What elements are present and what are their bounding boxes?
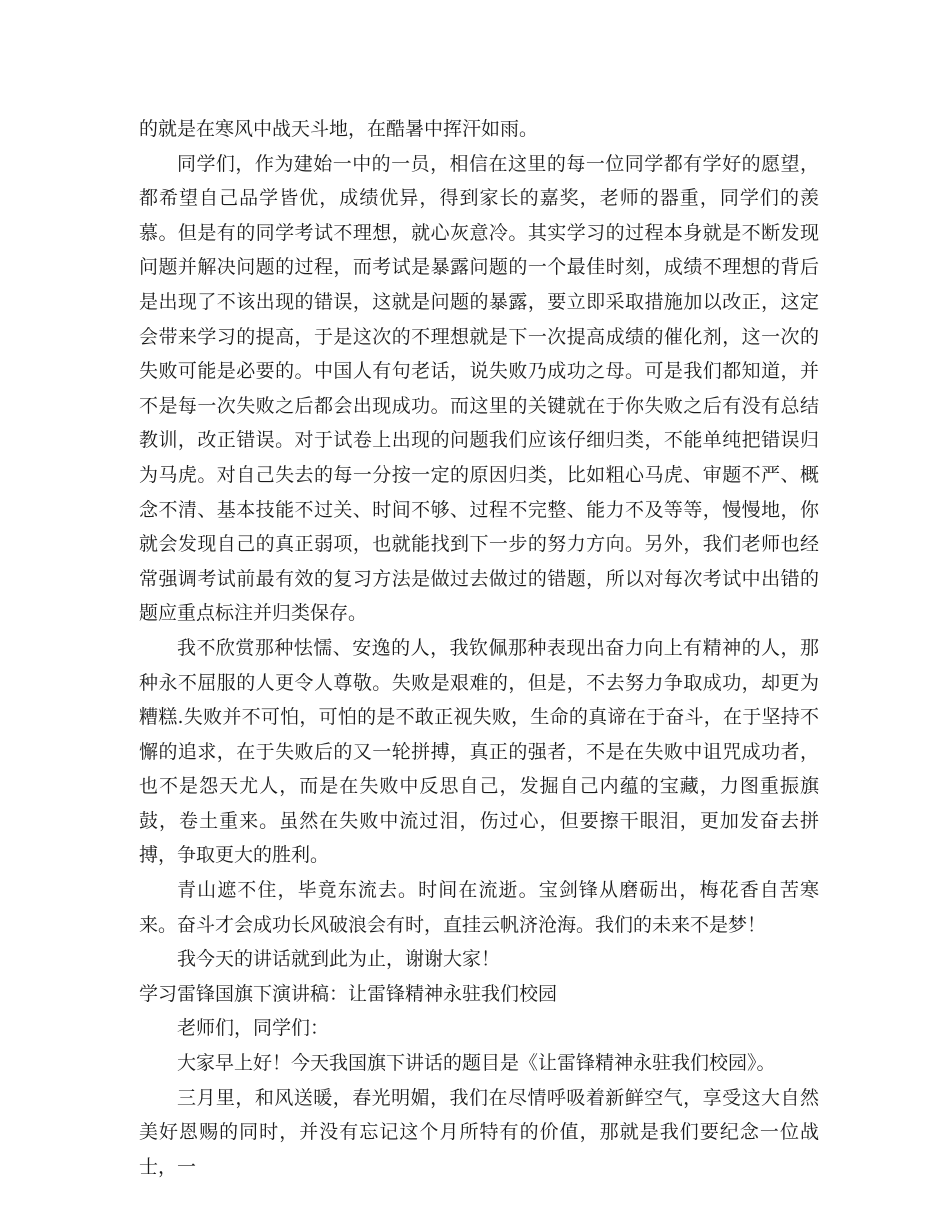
- document-body: [139, 112, 819, 1184]
- paragraph-thanks: 我今天的讲话就到此为止，谢谢大家！: [177, 948, 501, 971]
- paragraph-perseverance: 我不欣赏那种怯懦、安逸的人，我钦佩那种表现出奋力向上有精神的人，那种永不屈服的人更令人尊敬。失败是艰难的，但是，不去努力争取成功，却更为糟糕.失败并不可怕，可怕的是不敢正视失败，生命的真谛在于奋斗，在于坚持不懈的追求，在于失败后的又一轮拼搏，真正的强者，不是在失败中诅咒成功者，也不是怨天尤人，而是在失败中反思自己，发掘自己内蕴的宝藏，力图重振旗鼓，卷土重来。虽然在失败中流过泪，伤过心，但要擦干眼泪，更加发奋去拼搏，争取更大的胜利。: [139, 636, 819, 867]
- paragraph-greeting: 大家早上好！今天我国旗下讲话的题目是《让雷锋精神永驻我们校园》。: [177, 1052, 776, 1075]
- paragraph-salutation: 老师们，同学们：: [177, 1017, 330, 1040]
- speech-title: 学习雷锋国旗下演讲稿：让雷锋精神永驻我们校园: [139, 982, 558, 1005]
- paragraph-continuation: 的就是在寒风中战天斗地，在酷暑中挥汗如雨。: [139, 118, 539, 140]
- paragraph-exam-reflection: 同学们，作为建始一中的一员，相信在这里的每一位同学都有学好的愿望，都希望自己品学皆优，成绩优异，得到家长的嘉奖，老师的器重，同学们的羡慕。但是有的同学考试不理想，就心灰意冷。其实学习的过程本身就是不断发现问题并解决问题的过程，而考试是暴露问题的一个最佳时刻，成绩不理想的背后是出现了不该出现的错误，这就是问题的暴露，要立即采取措施加以改正，这定会带来学习的提高，于是这次的不理想就是下一次提高成绩的催化剂，这一次的失败可能是必要的。中国人有句老话，说失败乃成功之母。可是我们都知道，并不是每一次失败之后都会出现成功。而这里的关键就在于你失败之后有没有总结教训，改正错误。对于试卷上出现的问题我们应该仔细归类，不能单纯把错误归为马虎。对自己失去的每一分按一定的原因归类，比如粗心马虎、审题不严、概念不清、基本技能不过关、时间不够、过程不完整、能力不及等等，慢慢地，你就会发现自己的真正弱项，也就能找到下一步的努力方向。另外，我们老师也经常强调考试前最有效的复习方法是做过去做过的错题，所以对每次考试中出错的题应重点标注并归类保存。: [139, 152, 819, 625]
- paragraph-march: 三月里，和风送暖，春光明媚，我们在尽情呼吸着新鲜空气，享受这大自然美好恩赐的同时，并没有忘记这个月所特有的价值，那就是我们要纪念一位战士，一: [139, 1086, 819, 1178]
- paragraph-closing-poem: 青山遮不住，毕竟东流去。时间在流逝。宝剑锋从磨砺出，梅花香自苦寒来。奋斗才会成功长风破浪会有时，直挂云帆济沧海。我们的未来不是梦！: [139, 879, 819, 936]
